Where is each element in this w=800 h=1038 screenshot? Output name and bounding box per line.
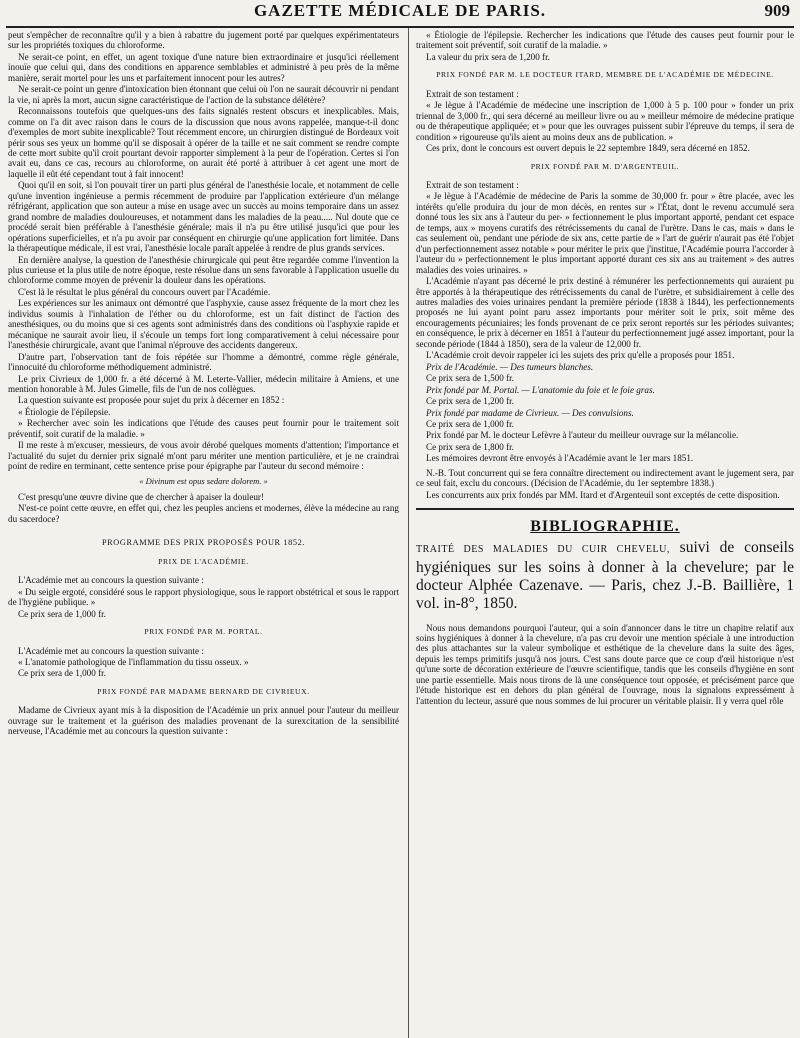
section-heading: PRIX FONDÉ PAR M. PORTAL. bbox=[144, 627, 263, 637]
prize-value: La valeur du prix sera de 1,200 fr. bbox=[426, 51, 550, 62]
paragraph: Ces prix, dont le concours est ouvert depuis le 22 septembre 1849, sera décerné en 1852. bbox=[426, 143, 750, 154]
quote-line: « Étiologie de l'épilepsie. Rechercher les indications que l'étude des causes peut fournir pour le traitement soit préventif, soit curatif de la maladie. » bbox=[416, 30, 794, 51]
prize-value: Ce prix sera de 1,000 fr. bbox=[18, 668, 106, 679]
book-title bbox=[416, 539, 794, 613]
section-heading: PRIX FONDÉ PAR M. D'ARGENTEUIL. bbox=[530, 161, 680, 171]
prize-1851-item: Prix fondé par M. Portal. — L'anatomie du foie et le foie gras. bbox=[426, 384, 655, 395]
paragraph: C'est là le résultat le plus général du concours ouvert par l'Académie. bbox=[18, 286, 271, 297]
paragraph: N'est-ce point cette œuvre, en effet qui, chez les peuples anciens et modernes, élève la médecine au rang du sacerdoce? bbox=[8, 503, 399, 524]
paragraph: Le prix Civrieux de 1,000 fr. a été décerné à M. Leterte-Vallier, médecin militaire à Amiens, et une mention honorable à M. Jules Gimelle, fils de l'un de nos collègues. bbox=[8, 373, 399, 394]
paragraph: En dernière analyse, la question de l'anesthésie chirurgicale qui peut être regardée comme l'invention la plus curieuse et la plus utile de notre époque, reste résolue dans un sens favorable à l'application usuelle du chloroforme comme moyen de prévenir la douleur dans les opérations. bbox=[8, 254, 399, 286]
prize-1851-item: Prix fondé par M. le docteur Lefèvre à l'auteur du meilleur ouvrage sur la mélancolie. bbox=[426, 430, 739, 441]
paragraph: La question suivante est proposée pour sujet du prix à décerner en 1852 : bbox=[18, 395, 285, 406]
paragraph: C'est presqu'une œuvre divine que de chercher à apaiser la douleur! bbox=[18, 492, 265, 503]
will-extract: « Je lègue à l'Académie de médecine de Paris la somme de 30,000 fr. pour » être placée, avec les intérêts qu'elle produira du jour de mon décès, en rentes sur » l'État, dont le revenu accumulé sera donné tous les six ans à l'auteur du per- » fectionnement le plus important apporté, pendant cet espace de temps, aux » moyens curatifs des rétrécissements du canal de l'urètre. Dans le cas, mais » dans le cas seulement où, pendant une période de six ans, cette partie de » l'art de guérir n'aurait pas été l'objet d'un perfectionnement assez notable » pour mériter le prix que j'institue, l'Académie pourra l'accorder à l'auteur du » perfectionnement le plus important apporté durant ces six ans au traitement » des autres maladies des voies urinaires. » bbox=[416, 191, 794, 275]
paragraph: Ne serait-ce point un genre d'intoxication bien étonnant que celui où l'on ne saurait découvrir ni pendant la vie, ni après la mort, aucun signe caractéristique de l'action de la substance délétère? bbox=[8, 84, 399, 105]
programme-heading: PROGRAMME DES PRIX PROPOSÉS POUR 1852. bbox=[101, 538, 306, 548]
right-column bbox=[416, 30, 794, 1038]
paragraph: Extrait de son testament : bbox=[426, 179, 519, 190]
paragraph: Quoi qu'il en soit, si l'on pouvait tirer un parti plus général de l'anesthésie locale, et notamment de celle qu'une invention ingénieuse a permis récemment de produire par l'application extérieure d'un mélange réfrigérant, application que son auteur a mise en usage avec un succès au moins temporaire dans un assez grand nombre de maladies douloureuses, et notamment dans les maladies de la peau..... Nul doute que ce procédé serait bien préférable à l'anesthésie générale; mais il n'a pu être utilisé jusqu'ici que pour les opérations superficielles, et n'a pu avoir par conséquent en chirurgie qu'une application fort limitée. Dans la thérapeutique médicale, il est vrai, l'anesthésie locale paraît appelée à rendre de plus grands services. bbox=[8, 180, 399, 254]
journal-title: GAZETTE MÉDICALE DE PARIS. bbox=[253, 1, 547, 20]
paragraph: D'autre part, l'observation tant de fois répétée sur l'homme a démontré, comme règle générale, l'innocuité du chloroforme méthodiquement administré. bbox=[8, 351, 399, 373]
page-number: 909 bbox=[764, 1, 790, 20]
paragraph: L'Académie croit devoir rappeler ici les sujets des prix qu'elle a proposés pour 1851. bbox=[426, 350, 735, 361]
book-title-rest: suivi de conseils hygiéniques sur les soins à donner à la chevelure; par le docteur Alphée Cazenave. — Paris, chez J.-B. Baillière, 1 vol. in-8°, 1850. bbox=[416, 538, 794, 612]
prize-1851-value: Ce prix sera de 1,500 fr. bbox=[426, 373, 514, 384]
page-header bbox=[6, 0, 794, 28]
prize-1851-value: Ce prix sera de 1,000 fr. bbox=[426, 418, 514, 429]
left-column bbox=[8, 30, 399, 1038]
quote-line: « Étiologie de l'épilepsie. bbox=[18, 406, 111, 417]
bibliographie-heading: BIBLIOGRAPHIE. bbox=[530, 518, 680, 536]
paragraph: Les concurrents aux prix fondés par MM. Itard et d'Argenteuil sont exceptés de cette disposition. bbox=[426, 489, 780, 500]
paragraph: Reconnaissons toutefois que quelques-uns des faits signalés restent obscurs et inexplicables. Mais, comme on l'a dit avec raison dans le cours de la discussion que nous avons rappelée, manque-t-il donc d'exemples de mort subite inexplicable? Tout récemment encore, un chirurgien distingué de Bordeaux voit périr sous ses yeux un homme qu'il se disposait à opérer de la taille et ne sait comment se rendre compte de cette mort subite qu'il croit pourtant devoir rapporter simplement à la peur de l'opération. Certes si l'on avait eu, dans ce cas, recours au chloroforme, on aurait été porté à attribuer à cet agent une mort de laquelle il eût été cependant tout à fait innocent! bbox=[8, 106, 399, 179]
section-heading: PRIX FONDÉ PAR MADAME BERNARD DE CIVRIEUX. bbox=[97, 686, 310, 696]
prize-1851-item: Prix de l'Académie. — Des tumeurs blanches. bbox=[426, 361, 594, 372]
paragraph: Les expériences sur les animaux ont démontré que l'asphyxie, cause assez fréquente de la mort chez les individus soumis à l'inhalation de l'éther ou du chloroforme, est un fait distinct de l'action des anesthésiques, ou du moins que si ces agents sont administrés dans des conditions où l'asphyxie rapide et mécanique ne saurait avoir lieu, il s'écoule un temps fort long comparativement à celui nécessaire pour l'anesthésie chirurgicale, avant que l'animal n'éprouve des accidents dangereux. bbox=[8, 298, 399, 351]
section-heading: PRIX FONDÉ PAR M. LE DOCTEUR ITARD, MEMBRE DE L'ACADÉMIE DE MÉDECINE. bbox=[436, 70, 774, 80]
section-divider bbox=[416, 508, 794, 510]
column-divider bbox=[408, 28, 409, 1038]
quote-line: » Rechercher avec soin les indications que l'étude des causes peut fournir pour le traitement soit préventif, soit curatif de la maladie. » bbox=[8, 418, 399, 439]
will-extract: « Je lègue à l'Académie de médecine une inscription de 1,000 à 5 p. 100 pour » fonder un prix triennal de 3,000 fr., qui sera décerné au meilleur livre ou au » meilleur mémoire de médecine pratique ou de thérapeutique appliquée; et » pour que les ouvrages puissent subir l'épreuve du temps, il sera de condition » rigoureuse qu'ils aient au moins deux ans de publication. » bbox=[416, 100, 794, 142]
quote-line: « L'anatomie pathologique de l'inflammation du tissu osseux. » bbox=[18, 657, 249, 668]
quote-line: « Du seigle ergoté, considéré sous le rapport physiologique, sous le rapport obstétrical et sous le rapport de l'hygiène publique. » bbox=[8, 586, 399, 608]
book-title-lead: TRAITÉ DES MALADIES DU CUIR CHEVELU, bbox=[416, 543, 670, 555]
paragraph: L'Académie n'ayant pas décerné le prix destiné à rémunérer les perfectionnements qui auraient pu être apportés à la thérapeutique des rétrécissements du canal de l'urètre, et subsidiairement à celle des autres maladies des voies urinaires pendant la première période (1838 à 1844), les perfectionnements proposés ne lui ayant point paru assez importants pour mériter soit le prix, soit même des encouragements pécuniaires; les fonds provenant de ce prix seront reportés sur les périodes suivantes; en conséquence, le prix à décerner en 1851 à l'auteur du perfectionnement jugé assez important, pour la seconde période (1844 à 1850), sera de la valeur de 12,000 fr. bbox=[416, 276, 794, 349]
prize-1851-value: Ce prix sera de 1,800 fr. bbox=[426, 441, 514, 452]
prize-value: Ce prix sera de 1,000 fr. bbox=[18, 608, 106, 619]
paragraph: L'Académie met au concours la question suivante : bbox=[18, 575, 204, 586]
paragraph: Madame de Civrieux ayant mis à la disposition de l'Académie un prix annuel pour l'auteur du meilleur ouvrage sur le traitement et la guérison des maladies provenant de la surexcitation de la sensibilité nerveuse, l'Académie met au concours la question suivante : bbox=[8, 705, 399, 737]
paragraph: Il me reste à m'excuser, messieurs, de vous avoir dérobé quelques moments d'attention; l'importance et l'actualité du sujet du dernier prix signalé m'ont paru mériter une mention particulière, et je ne craindrai point de redire en terminant, cette sentence prise pour épigraphe par l'auteur du second mémoire : bbox=[8, 440, 399, 472]
deadline-note: Les mémoires devront être envoyés à l'Académie avant le 1er mars 1851. bbox=[426, 453, 694, 464]
prize-1851-value: Ce prix sera de 1,200 fr. bbox=[426, 396, 514, 407]
review-paragraph: Nous nous demandons pourquoi l'auteur, qui a soin d'annoncer dans le titre un chapitre relatif aux soins hygiéniques à donner à la chevelure, n'a pas cru devoir une mention spéciale à une introduction des plus attachantes sur la valeur symbolique et esthétique de la chevelure dans la suite des âges, depuis les temps primitifs jusqu'à nos jours. C'est sans doute parce que ce coup d'œil historique n'est qu'une sorte de décoration extérieure de l'œuvre scientifique, tandis que les conseils d'hygiène en sont une partie essentielle. Mais nous tirons de là une conséquence tout opposée, et précisément parce que l'étude historique est en dehors du plan général de l'ouvrage, nous la signalons expressément à l'attention du lecteur, assuré que nous sommes de lui procurer un véritable plaisir. Il y verra quel rôle bbox=[416, 622, 794, 706]
nb-note: N.-B. Tout concurrent qui se fera connaître directement ou indirectement avant le jugement sera, par ce seul fait, exclu du concours. (Décision de l'Académie, du 1er septembre 1838.) bbox=[416, 467, 794, 489]
section-heading: PRIX DE L'ACADÉMIE. bbox=[158, 556, 249, 566]
latin-motto: « Divinum est opus sedare dolorem. » bbox=[139, 475, 268, 486]
paragraph: Ne serait-ce point, en effet, un agent toxique d'une nature bien extraordinaire et jusqu'ici réellement inouïe que celui qui, dans des conditions en apparence semblables et administré à peu près de la même manière, serait mortel pour les uns et parfaitement innocent pour les autres? bbox=[8, 51, 399, 83]
paragraph: peut s'empêcher de reconnaître qu'il y a bien à rabattre du jugement porté par quelques expérimentateurs sur les propriétés toxiques du chloroforme. bbox=[8, 30, 399, 51]
prize-1851-item: Prix fondé par madame de Civrieux. — Des convulsions. bbox=[426, 407, 634, 418]
paragraph: Extrait de son testament : bbox=[426, 88, 519, 99]
paragraph: L'Académie met au concours la question suivante : bbox=[18, 645, 204, 656]
